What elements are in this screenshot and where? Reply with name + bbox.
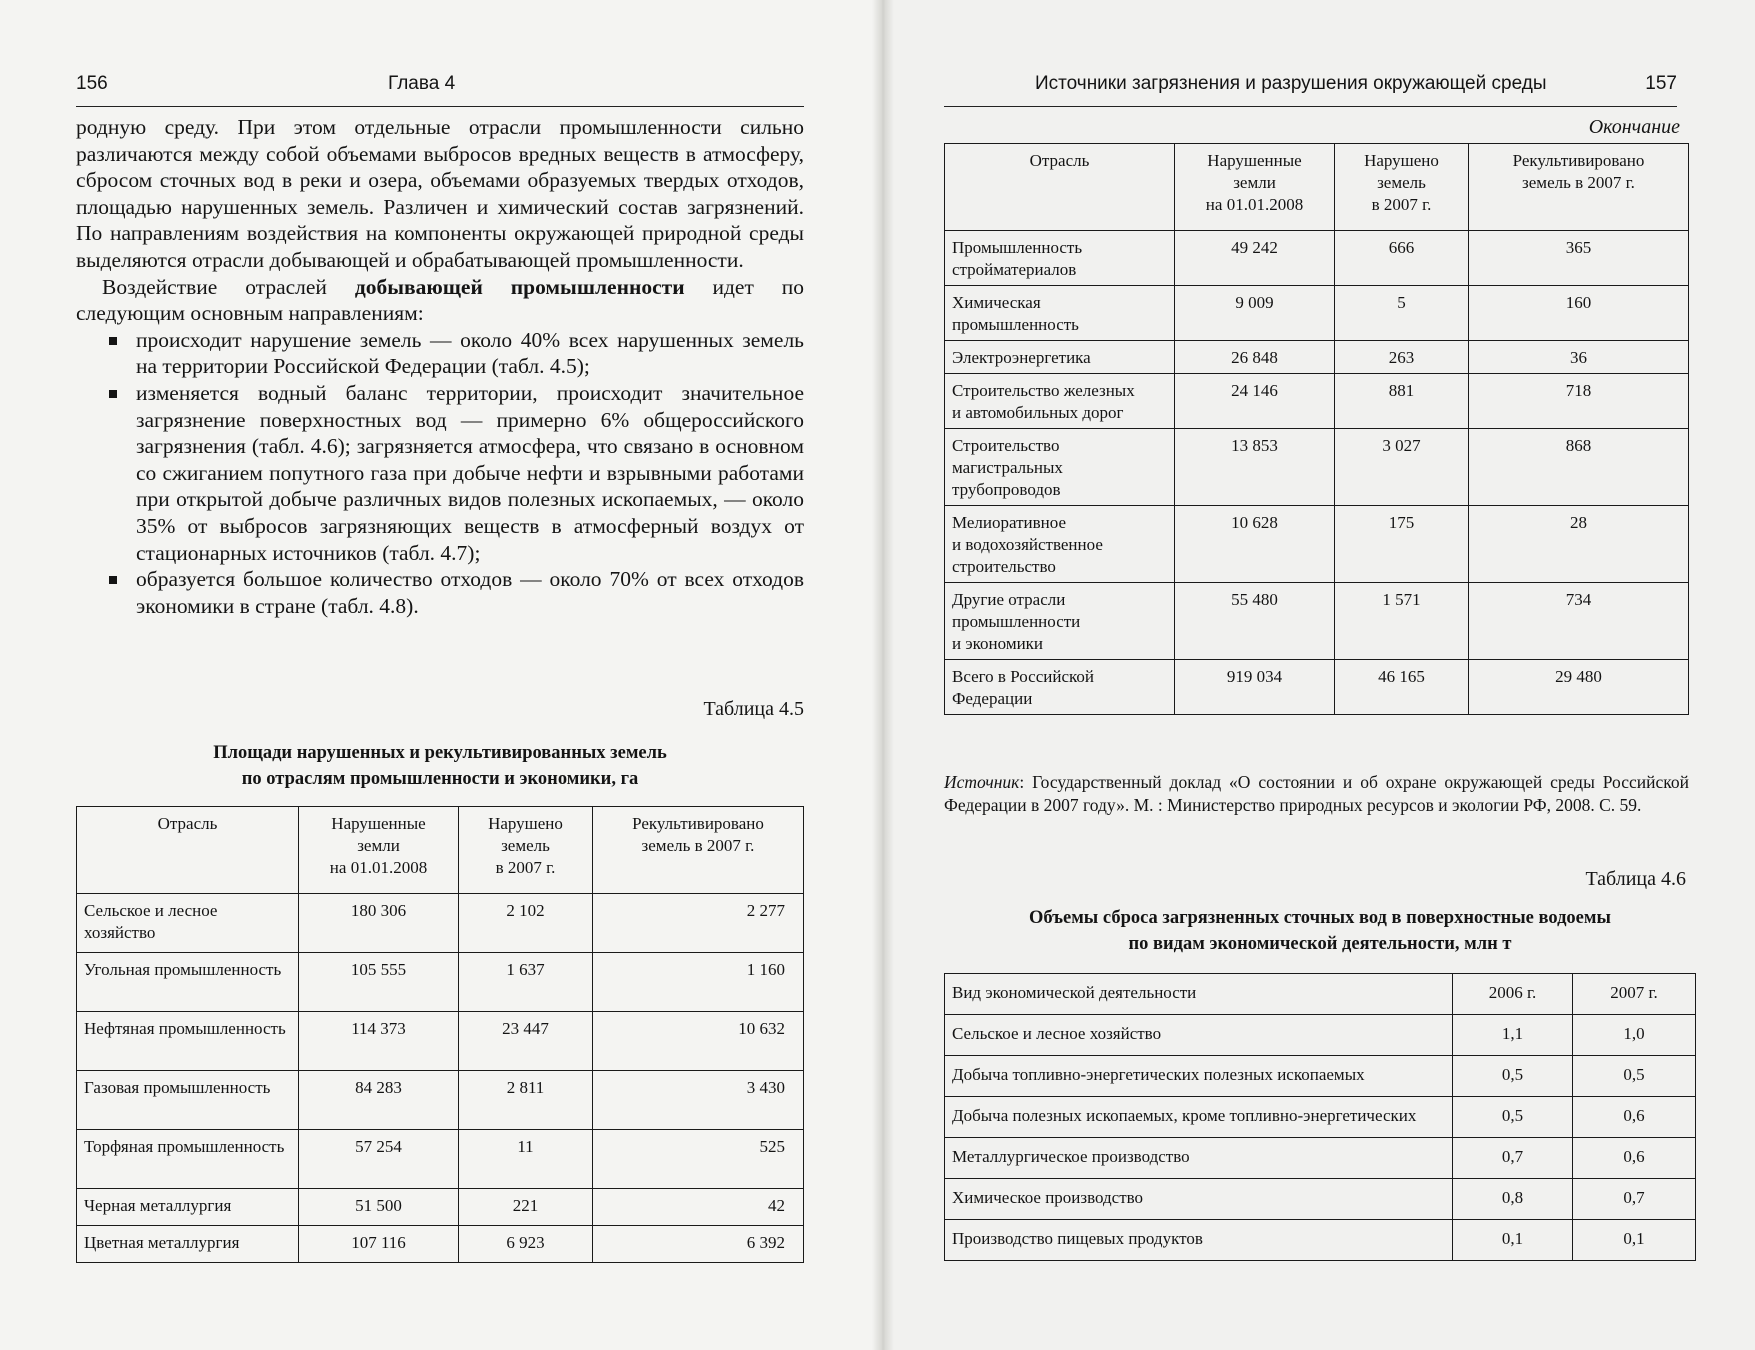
cell-2006: 0,8 [1453, 1179, 1573, 1220]
header-branch: Отрасль [77, 807, 299, 894]
cell-branch [945, 583, 1175, 660]
header-line: в 2007 г. [495, 858, 556, 877]
table-label: Таблица 4.5 [703, 698, 804, 720]
cell-disturbed: 9 009 [1175, 286, 1335, 341]
table-row [945, 1138, 1696, 1179]
header-reclaimed [593, 807, 804, 894]
table-row [77, 1071, 804, 1130]
table-row [945, 231, 1689, 286]
cell-disturbed: 26 848 [1175, 341, 1335, 374]
header-reclaimed [1469, 144, 1689, 231]
cell-reclaimed: 1 160 [593, 953, 804, 1012]
header-line: Рекультивировано [632, 814, 764, 833]
table-row [945, 1056, 1696, 1097]
table-4-5 [76, 806, 804, 1263]
table-row [945, 1179, 1696, 1220]
cell-reclaimed: 734 [1469, 583, 1689, 660]
cell-reclaimed: 36 [1469, 341, 1689, 374]
header-line: Нарушено [1364, 151, 1439, 170]
bold-term: добывающей промышленности [354, 274, 685, 299]
cell-disturbed-2007: 2 102 [459, 894, 593, 953]
table-row-total [945, 660, 1689, 715]
cell-reclaimed: 42 [593, 1189, 804, 1226]
cell-disturbed-2007: 2 811 [459, 1071, 593, 1130]
cell-line: Электроэнергетика [952, 348, 1091, 367]
list-item-text: образуется большое количество отходов — около 70% от всех отходов экономики в стране (табл. 4.8). [136, 567, 804, 618]
cell-disturbed-2007: 6 923 [459, 1226, 593, 1263]
cell-branch [945, 506, 1175, 583]
paragraph: родную среду. При этом отдельные отрасли промышленности сильно различаются между собой объемами выбросов вредных веществ в атмосферу, сбросом сточных вод в реки и озера, объемами образуемых твердых отходов, площадью нарушенных земель. Различен и химический состав загрязнений. По направлениям воздействия на компоненты окружающей природной среды выделяются отрасли добывающей и обрабатывающей промышленности. [76, 115, 804, 272]
cell-line: строительство [952, 557, 1056, 576]
cell-line: стройматериалов [952, 260, 1077, 279]
cell-disturbed-2007: 23 447 [459, 1012, 593, 1071]
cell-reclaimed: 10 632 [593, 1012, 804, 1071]
cell-disturbed: 919 034 [1175, 660, 1335, 715]
bullet-icon [109, 337, 117, 345]
table-header-row [945, 144, 1689, 231]
book-spine [872, 0, 894, 1350]
cell-branch: Газовая промышленность [77, 1071, 299, 1130]
cell-reclaimed: 365 [1469, 231, 1689, 286]
continuation-label: Окончание [1588, 116, 1680, 138]
table-row [945, 1097, 1696, 1138]
cell-activity: Химическое производство [945, 1179, 1453, 1220]
source-label: Источник [944, 772, 1020, 792]
cell-2006: 1,1 [1453, 1015, 1573, 1056]
table-row [945, 286, 1689, 341]
bullet-icon [109, 576, 117, 584]
cell-disturbed: 10 628 [1175, 506, 1335, 583]
table-caption [76, 740, 804, 792]
table-row [945, 583, 1689, 660]
cell-line: Химическая [952, 293, 1041, 312]
header-2006: 2006 г. [1453, 974, 1573, 1015]
cell-reclaimed: 160 [1469, 286, 1689, 341]
left-running-header [76, 68, 804, 107]
cell-2006: 0,7 [1453, 1138, 1573, 1179]
right-page-number: 157 [1645, 73, 1677, 94]
header-activity: Вид экономической деятельности [945, 974, 1453, 1015]
caption-line: по видам экономической деятельности, млн т [1128, 934, 1512, 954]
cell-disturbed-2007: 3 027 [1335, 429, 1469, 506]
header-line: Рекультивировано [1512, 151, 1645, 170]
cell-2007: 0,6 [1573, 1097, 1696, 1138]
cell-line: и водохозяйственное [952, 535, 1103, 554]
cell-reclaimed: 868 [1469, 429, 1689, 506]
paragraph-text: Воздействие отраслей [102, 274, 355, 299]
header-disturbed-2007 [1335, 144, 1469, 231]
header-line: земли [357, 836, 400, 855]
cell-line: Строительство железных [952, 381, 1135, 400]
cell-2006: 0,5 [1453, 1097, 1573, 1138]
cell-2007: 0,6 [1573, 1138, 1696, 1179]
header-line: Нарушенные [1207, 151, 1302, 170]
cell-reclaimed: 28 [1469, 506, 1689, 583]
cell-line: трубопроводов [952, 480, 1061, 499]
cell-disturbed: 84 283 [299, 1071, 459, 1130]
table-label: Таблица 4.6 [1585, 868, 1686, 890]
table-header-row [945, 974, 1696, 1015]
cell-disturbed: 114 373 [299, 1012, 459, 1071]
table-row [77, 953, 804, 1012]
body-text [76, 114, 804, 619]
cell-line: промышленность [952, 315, 1079, 334]
cell-branch: Угольная промышленность [77, 953, 299, 1012]
cell-2006: 0,5 [1453, 1056, 1573, 1097]
cell-branch [945, 660, 1175, 715]
cell-disturbed: 105 555 [299, 953, 459, 1012]
header-line: в 2007 г. [1371, 195, 1432, 214]
list-item [76, 327, 804, 380]
cell-disturbed: 57 254 [299, 1130, 459, 1189]
cell-disturbed-2007: 881 [1335, 374, 1469, 429]
paragraph [76, 274, 804, 327]
header-line: на 01.01.2008 [1205, 195, 1304, 214]
cell-branch: Цветная металлургия [77, 1226, 299, 1263]
table-4-5-continued [944, 143, 1689, 715]
table-row [77, 1130, 804, 1189]
caption-line: Площади нарушенных и рекультивированных земель [213, 743, 667, 763]
cell-disturbed: 180 306 [299, 894, 459, 953]
cell-2006: 0,1 [1453, 1220, 1573, 1261]
cell-activity: Добыча топливно-энергетических полезных ископаемых [945, 1056, 1453, 1097]
table-row [77, 1012, 804, 1071]
cell-line: Всего в Российской [952, 667, 1094, 686]
cell-activity: Сельское и лесное хозяйство [945, 1015, 1453, 1056]
cell-branch [945, 341, 1175, 374]
header-2007: 2007 г. [1573, 974, 1696, 1015]
table-header-row [77, 807, 804, 894]
cell-disturbed: 107 116 [299, 1226, 459, 1263]
header-line: Нарушено [488, 814, 563, 833]
table-caption [944, 905, 1696, 957]
header-line: земель в 2007 г. [1522, 173, 1635, 192]
right-running-header [944, 68, 1677, 107]
cell-branch: Торфяная промышленность [77, 1130, 299, 1189]
cell-line: Строительство [952, 436, 1060, 455]
cell-disturbed-2007: 263 [1335, 341, 1469, 374]
table-row [945, 1220, 1696, 1261]
cell-disturbed: 13 853 [1175, 429, 1335, 506]
list-item-text: изменяется водный баланс территории, происходит значительное загрязнение поверхностных вод — примерно 6% общероссийского загрязнения (табл. 4.6); загрязняется атмосфера, что связано в основном со сжиганием попутного газа при добыче нефти и взрывными работами при открытой добыче различных видов полезных ископаемых, — около 35% от выбросов загрязняющих веществ в атмосферный воздух от стационарных источников (табл. 4.7); [136, 380, 804, 565]
bullet-list [76, 327, 804, 620]
header-line: Нарушенные [331, 814, 426, 833]
cell-line: Мелиоративное [952, 513, 1067, 532]
cell-disturbed-2007: 1 637 [459, 953, 593, 1012]
header-disturbed-2007 [459, 807, 593, 894]
cell-branch [945, 429, 1175, 506]
caption-line: Объемы сброса загрязненных сточных вод в поверхностные водоемы [1029, 908, 1611, 928]
cell-disturbed-2007: 46 165 [1335, 660, 1469, 715]
cell-branch [945, 374, 1175, 429]
table-row [945, 506, 1689, 583]
cell-line: Другие отрасли [952, 590, 1066, 609]
cell-2007: 1,0 [1573, 1015, 1696, 1056]
table-row [77, 1226, 804, 1263]
header-disturbed [1175, 144, 1335, 231]
cell-disturbed-2007: 221 [459, 1189, 593, 1226]
cell-disturbed-2007: 1 571 [1335, 583, 1469, 660]
header-line: земли [1233, 173, 1276, 192]
cell-reclaimed: 718 [1469, 374, 1689, 429]
cell-disturbed-2007: 11 [459, 1130, 593, 1189]
cell-branch [945, 286, 1175, 341]
cell-line: и экономики [952, 634, 1044, 653]
cell-reclaimed: 525 [593, 1130, 804, 1189]
cell-disturbed-2007: 666 [1335, 231, 1469, 286]
header-branch: Отрасль [945, 144, 1175, 231]
cell-reclaimed: 6 392 [593, 1226, 804, 1263]
cell-reclaimed: 29 480 [1469, 660, 1689, 715]
table-4-6 [944, 973, 1696, 1261]
cell-disturbed: 51 500 [299, 1189, 459, 1226]
header-line: земель [501, 836, 550, 855]
cell-line: промышленности [952, 612, 1081, 631]
table-row [945, 374, 1689, 429]
table-row [945, 341, 1689, 374]
cell-disturbed: 24 146 [1175, 374, 1335, 429]
source-note [944, 771, 1689, 817]
cell-disturbed-2007: 175 [1335, 506, 1469, 583]
list-item [76, 566, 804, 619]
cell-activity: Металлургическое производство [945, 1138, 1453, 1179]
cell-branch [945, 231, 1175, 286]
cell-2007: 0,5 [1573, 1056, 1696, 1097]
table-row [945, 429, 1689, 506]
source-text: : Государственный доклад «О состоянии и об охране окружающей среды Российской Федерации в 2007 году». М. : Министерство природных ресурсов и экологии РФ, 2008. С. 59. [944, 772, 1689, 815]
list-item-text: происходит нарушение земель — около 40% всех нарушенных земель на территории Российской Федерации (табл. 4.5); [136, 327, 804, 379]
section-title: Источники загрязнения и разрушения окружающей среды [1035, 73, 1547, 94]
cell-disturbed-2007: 5 [1335, 286, 1469, 341]
cell-branch: Сельское и лесное хозяйство [77, 894, 299, 953]
header-line: земель [1377, 173, 1426, 192]
left-page-number: 156 [76, 73, 108, 94]
header-line: на 01.01.2008 [329, 858, 428, 877]
header-line: земель в 2007 г. [641, 836, 755, 855]
table-row [77, 1189, 804, 1226]
table-row [945, 1015, 1696, 1056]
cell-2007: 0,1 [1573, 1220, 1696, 1261]
caption-line: по отраслям промышленности и экономики, га [241, 769, 639, 789]
cell-line: Федерации [952, 689, 1033, 708]
cell-disturbed: 49 242 [1175, 231, 1335, 286]
cell-line: и автомобильных дорог [952, 403, 1124, 422]
cell-branch: Черная металлургия [77, 1189, 299, 1226]
table-row [77, 894, 804, 953]
cell-disturbed: 55 480 [1175, 583, 1335, 660]
paragraph-text: идет по следующим основным направлениям: [76, 274, 804, 326]
cell-activity: Добыча полезных ископаемых, кроме топливно-энергетических [945, 1097, 1453, 1138]
cell-activity: Производство пищевых продуктов [945, 1220, 1453, 1261]
cell-line: Промышленность [952, 238, 1083, 257]
list-item [76, 380, 804, 566]
cell-branch: Нефтяная промышленность [77, 1012, 299, 1071]
header-disturbed [299, 807, 459, 894]
cell-line: магистральных [952, 458, 1063, 477]
cell-reclaimed: 2 277 [593, 894, 804, 953]
cell-reclaimed: 3 430 [593, 1071, 804, 1130]
bullet-icon [109, 390, 117, 398]
cell-2007: 0,7 [1573, 1179, 1696, 1220]
chapter-title: Глава 4 [388, 73, 456, 94]
